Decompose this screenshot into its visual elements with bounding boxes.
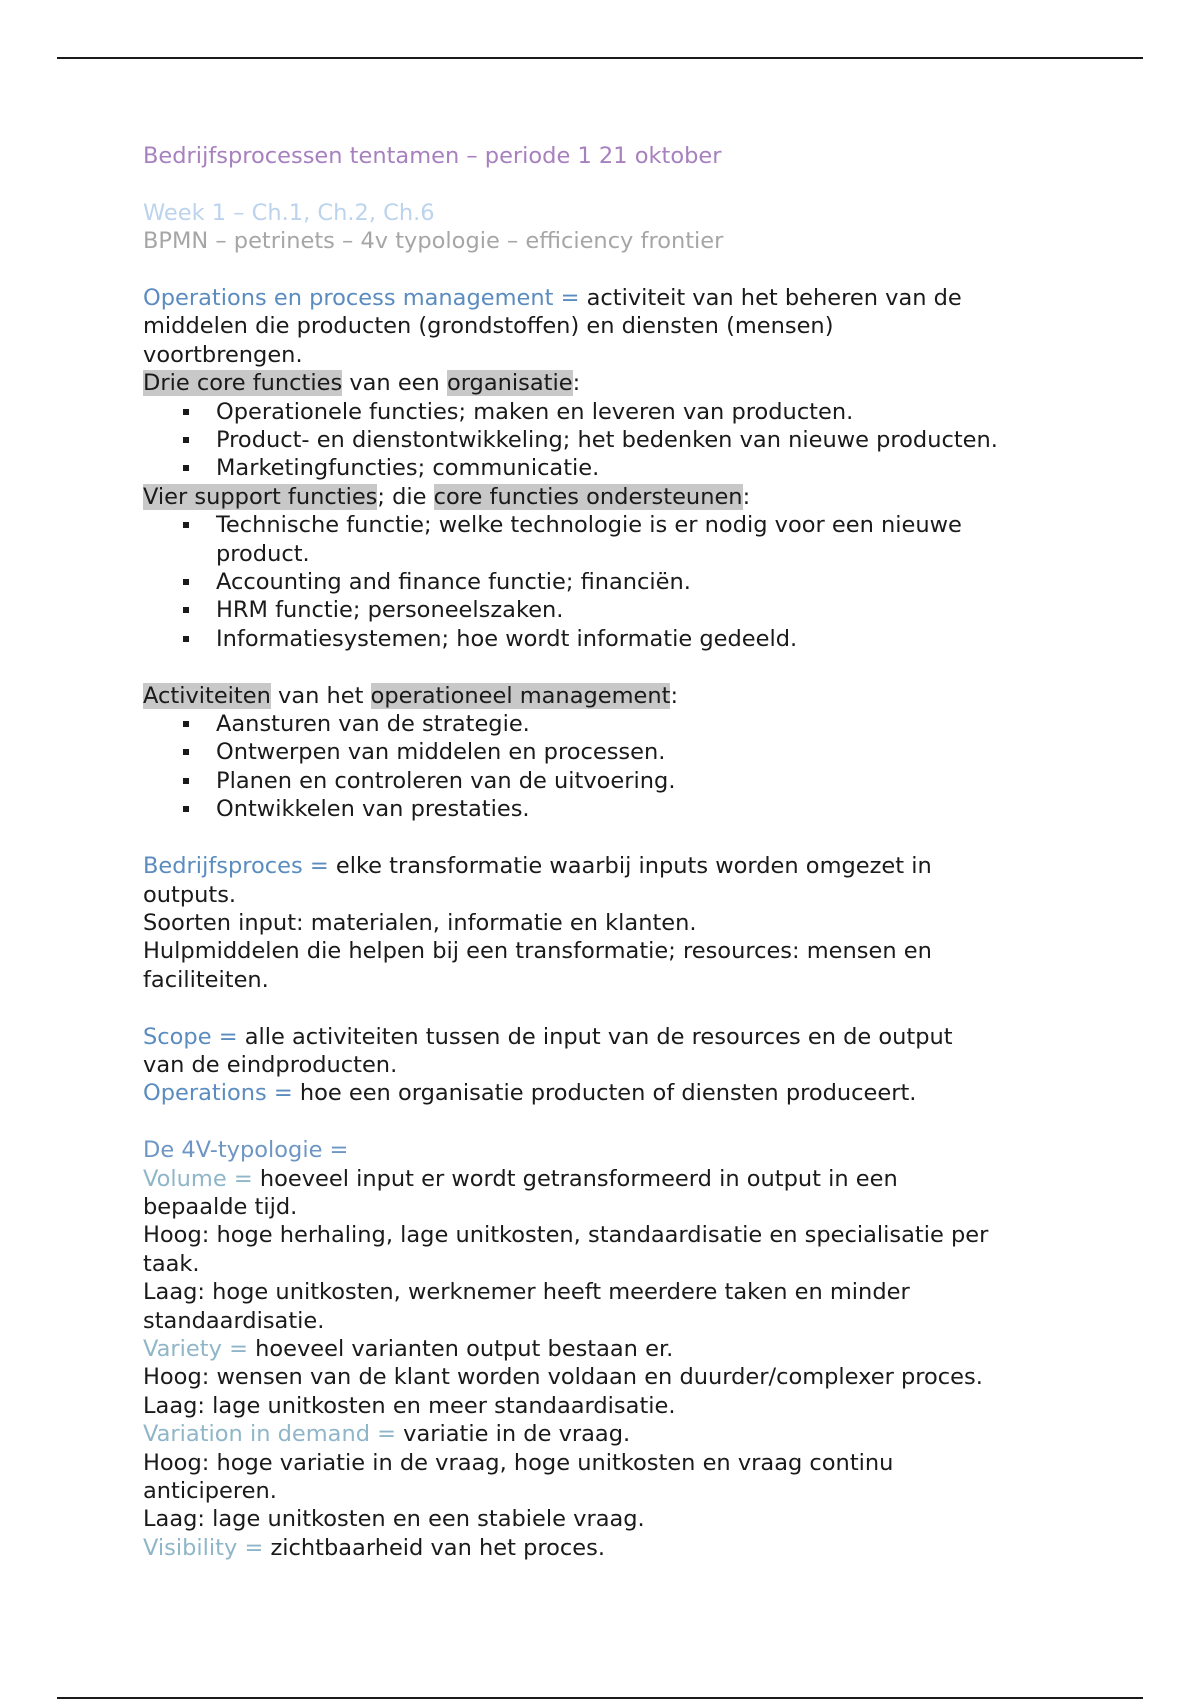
bullet-icon	[183, 409, 189, 415]
bullet-icon	[183, 778, 189, 784]
list-item: Informatiesystemen; hoe wordt informatie gedeeld.	[143, 625, 1093, 653]
demand-high: Hoog: hoge variatie in de vraag, hoge unitkosten en vraag continu	[143, 1449, 894, 1476]
document-body	[143, 142, 1093, 1562]
bullet-icon	[183, 522, 189, 528]
support-functions-list	[143, 511, 1093, 653]
bullet-icon	[183, 437, 189, 443]
process-term: Bedrijfsproces =	[143, 853, 329, 880]
list-item: Marketingfuncties; communicatie.	[143, 454, 1093, 482]
list-item: Operationele functies; maken en leveren van producten.	[143, 398, 1093, 426]
demand-definition: Variation in demand = variatie in de vraag.	[143, 1421, 631, 1448]
volume-low-line2: standaardisatie.	[143, 1307, 325, 1334]
variety-term: Variety =	[143, 1335, 248, 1362]
list-item: HRM functie; personeelszaken.	[143, 596, 1093, 624]
scope-term: Scope =	[143, 1023, 238, 1050]
ops-definition: Operations en process management = activiteit van het beheren van de	[143, 285, 962, 311]
list-item: Ontwerpen van middelen en processen.	[143, 738, 1093, 766]
list-item: Accounting and finance functie; financiën.	[143, 568, 1093, 596]
process-line5: faciliteiten.	[143, 966, 269, 993]
volume-definition: Volume = hoeveel input er wordt getransformeerd in output in een	[143, 1165, 898, 1192]
list-item: Aansturen van de strategie.	[143, 710, 1093, 738]
bullet-icon	[183, 806, 189, 812]
process-line3: Soorten input: materialen, informatie en klanten.	[143, 909, 697, 936]
visibility-term: Visibility =	[143, 1534, 264, 1561]
support-functions-heading: Vier support functies; die core functies ondersteunen:	[143, 483, 751, 510]
list-item: Planen en controleren van de uitvoering.	[143, 767, 1093, 795]
scope-line2: van de eindproducten.	[143, 1051, 398, 1078]
bullet-icon	[183, 636, 189, 642]
ops-term: Operations en process management =	[143, 285, 580, 311]
document-title: Bedrijfsprocessen tentamen – periode 1 21 oktober	[143, 143, 722, 169]
bullet-icon	[183, 721, 189, 727]
bullet-icon	[183, 465, 189, 471]
core-functions-heading: Drie core functies van een organisatie:	[143, 370, 581, 397]
volume-term: Volume =	[143, 1165, 253, 1192]
list-item: Ontwikkelen van prestaties.	[143, 795, 1093, 823]
list-item: Product- en dienstontwikkeling; het bedenken van nieuwe producten.	[143, 426, 1093, 454]
bullet-icon	[183, 579, 189, 585]
operations-term: Operations =	[143, 1080, 293, 1107]
typology-heading: De 4V-typologie =	[143, 1137, 349, 1164]
page-bottom-rule	[57, 1697, 1143, 1699]
process-definition: Bedrijfsproces = elke transformatie waarbij inputs worden omgezet in	[143, 853, 932, 880]
demand-low: Laag: lage unitkosten en een stabiele vraag.	[143, 1506, 645, 1533]
process-line4: Hulpmiddelen die helpen bij een transformatie; resources: mensen en	[143, 938, 932, 965]
activities-heading: Activiteiten van het operationeel management:	[143, 682, 679, 709]
scope-definition: Scope = alle activiteiten tussen de input van de resources en de output	[143, 1023, 953, 1050]
ops-definition-line2: middelen die producten (grondstoffen) en diensten (mensen)	[143, 313, 834, 340]
demand-high-line2: anticiperen.	[143, 1478, 277, 1504]
list-item: Technische functie; welke technologie is er nodig voor een nieuwe	[143, 511, 1093, 539]
volume-line2: bepaalde tijd.	[143, 1193, 298, 1220]
variety-definition: Variety = hoeveel varianten output bestaan er.	[143, 1335, 674, 1362]
demand-term: Variation in demand =	[143, 1421, 397, 1448]
activities-list	[143, 710, 1093, 824]
ops-definition-line3: voortbrengen.	[143, 341, 303, 368]
process-line2: outputs.	[143, 881, 237, 908]
list-item-continuation: product.	[216, 540, 310, 567]
operations-definition: Operations = hoe een organisatie producten of diensten produceert.	[143, 1080, 917, 1107]
variety-low: Laag: lage unitkosten en meer standaardisatie.	[143, 1392, 676, 1419]
bullet-icon	[183, 607, 189, 613]
week-heading: Week 1 – Ch.1, Ch.2, Ch.6	[143, 199, 435, 226]
core-functions-list	[143, 398, 1093, 483]
volume-low: Laag: hoge unitkosten, werknemer heeft meerdere taken en minder	[143, 1279, 910, 1306]
volume-high-line2: taak.	[143, 1250, 200, 1277]
variety-high: Hoog: wensen van de klant worden voldaan en duurder/complexer proces.	[143, 1364, 983, 1391]
volume-high: Hoog: hoge herhaling, lage unitkosten, standaardisatie en specialisatie per	[143, 1222, 989, 1249]
bullet-icon	[183, 749, 189, 755]
topics-line: BPMN – petrinets – 4v typologie – efficiency frontier	[143, 228, 724, 255]
visibility-definition: Visibility = zichtbaarheid van het proces.	[143, 1534, 605, 1561]
page-top-rule	[57, 57, 1143, 59]
